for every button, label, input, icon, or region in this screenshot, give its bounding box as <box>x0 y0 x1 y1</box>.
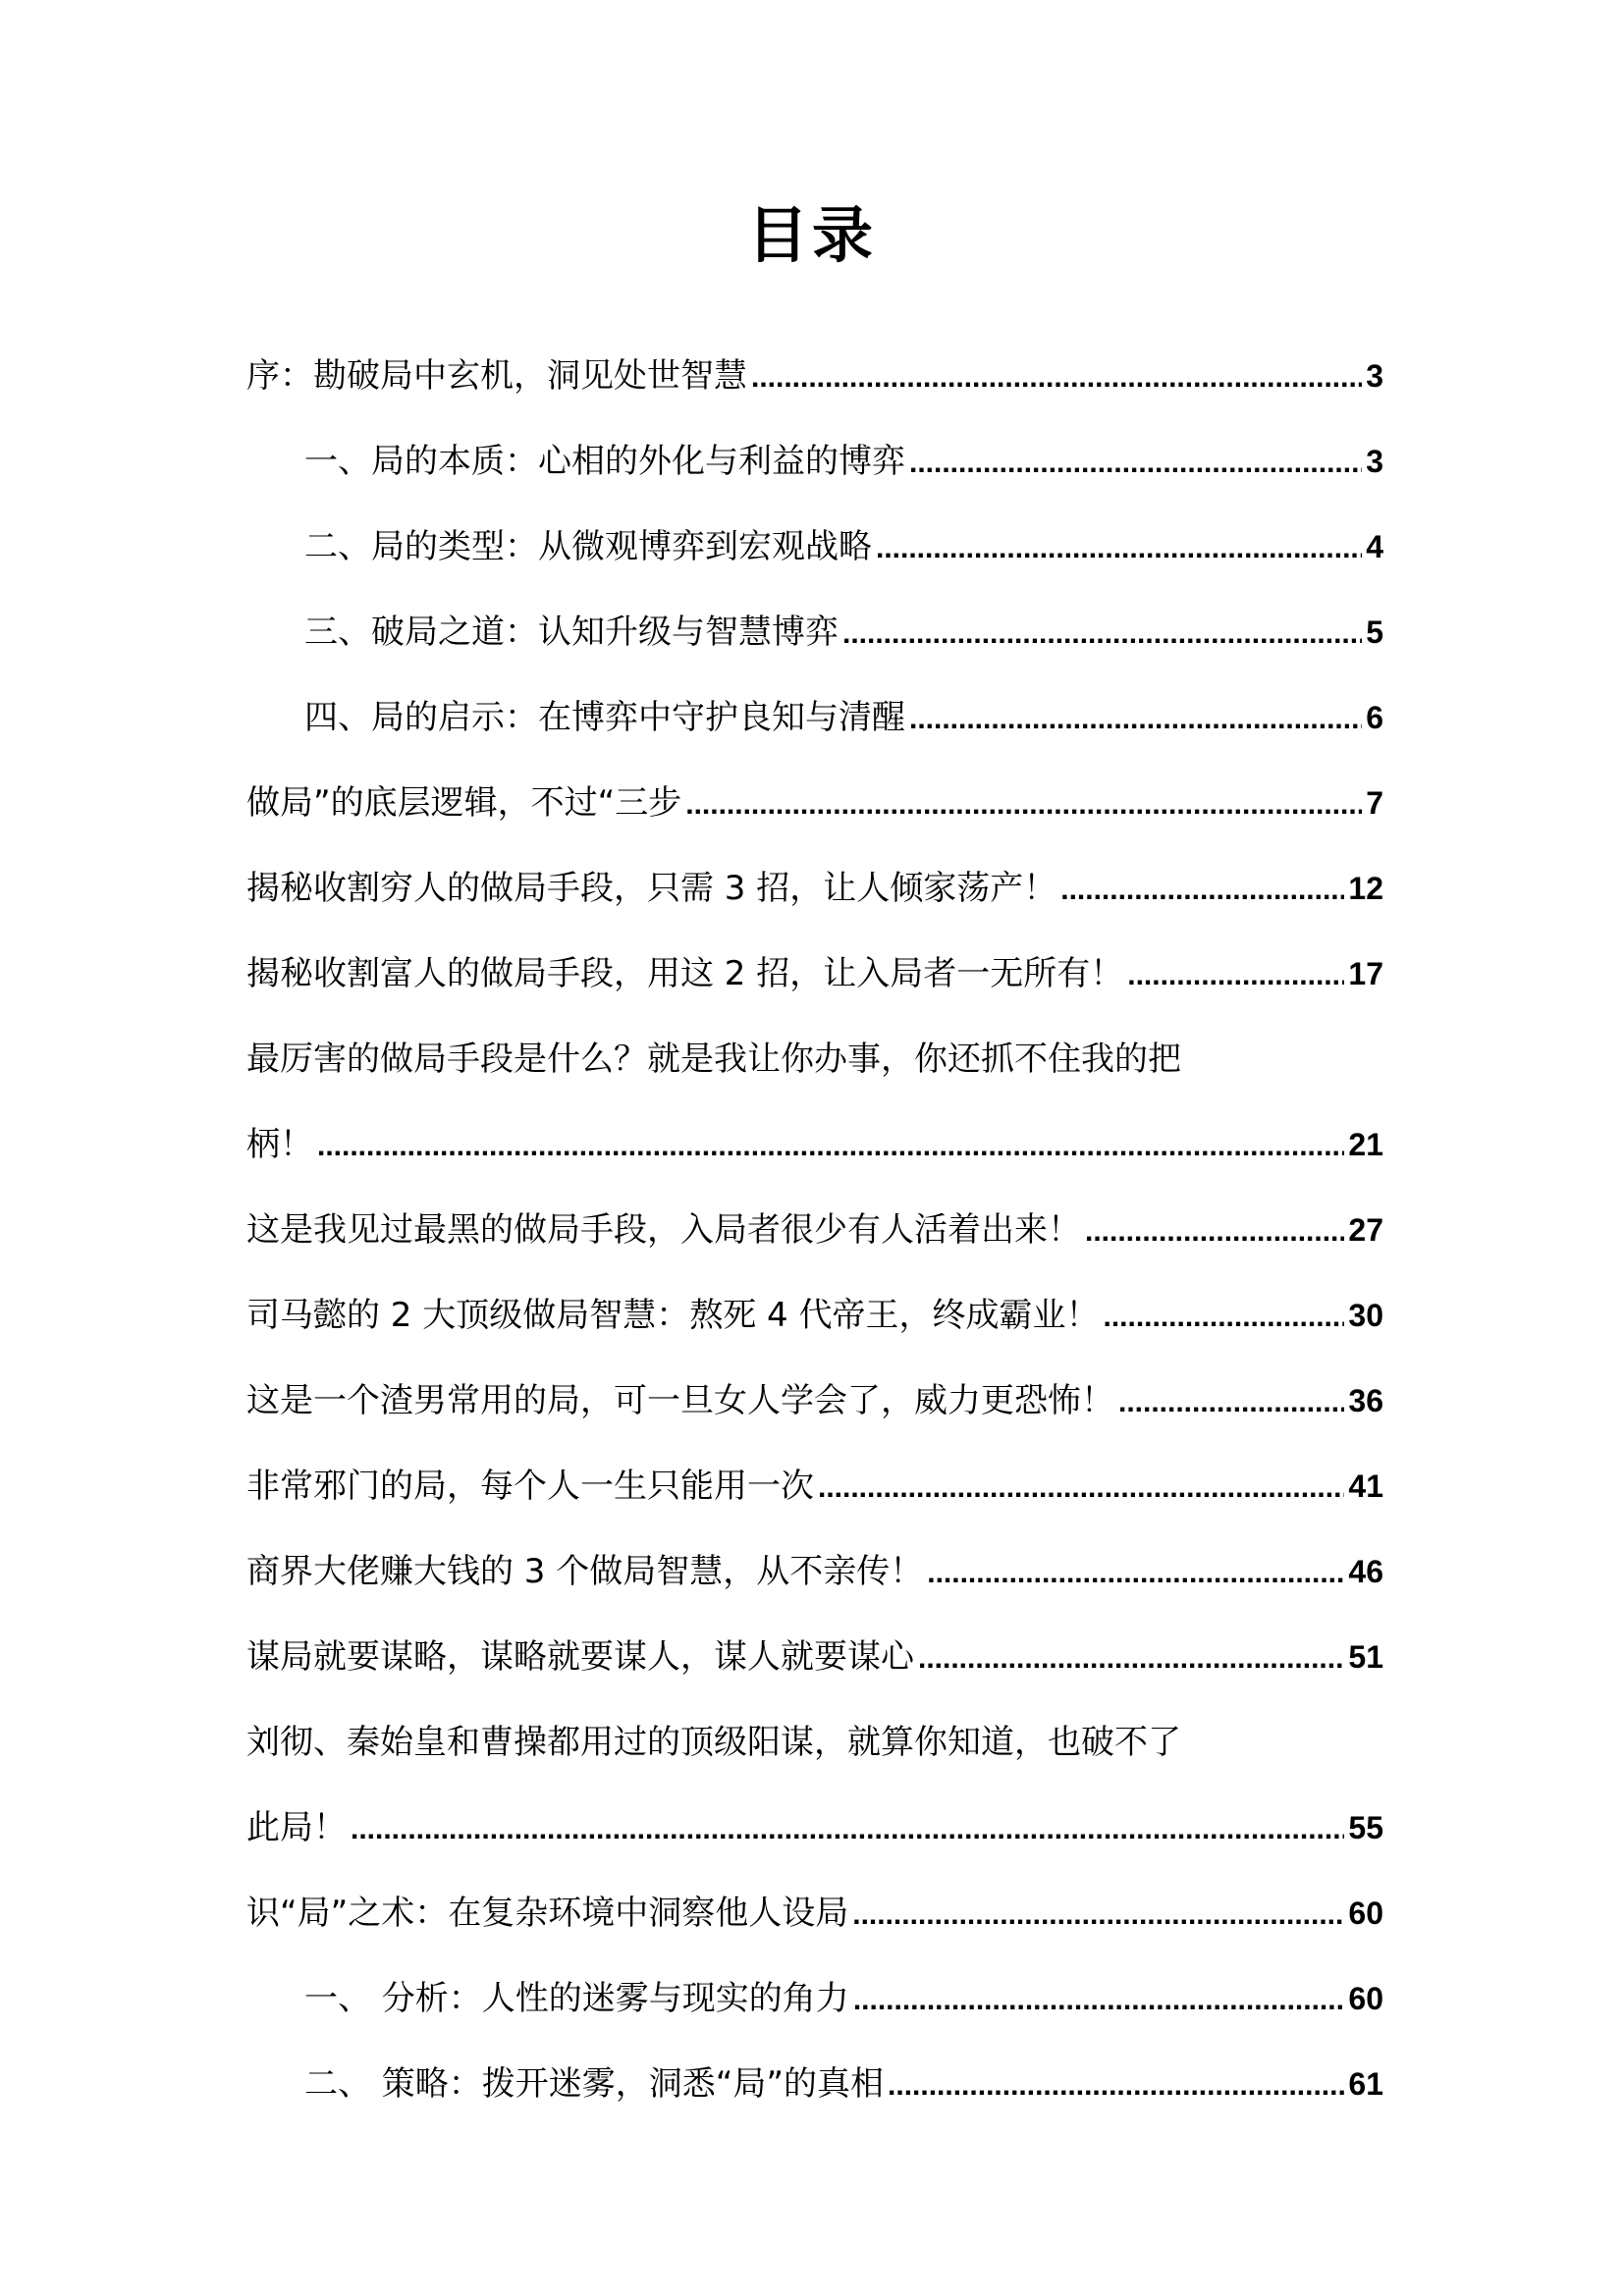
toc-entry[interactable] <box>246 1529 1383 1615</box>
toc-entry[interactable] <box>246 1956 1383 2042</box>
toc-leader-dots <box>888 2043 1344 2128</box>
toc-entry-title: 二、 策略：拨开迷雾，洞悉“局”的真相 <box>304 2064 885 2104</box>
toc-entry-title: 四、局的启示：在博弈中守护良知与清醒 <box>304 698 905 737</box>
toc-entry-title: 序：勘破局中玄机，洞见处世智慧 <box>246 356 747 396</box>
toc-entry-title: 商界大佬赚大钱的 3 个做局智慧，从不亲传！ <box>246 1552 924 1591</box>
toc-entry-title: 识“局”之术：在复杂环境中洞察他人设局 <box>246 1894 849 1933</box>
toc-leader-dots <box>842 591 1362 676</box>
toc-entry-wrapped-line[interactable] <box>246 1700 1383 1786</box>
toc-leader-dots <box>351 1787 1344 1872</box>
toc-entry[interactable] <box>246 419 1383 505</box>
toc-entry[interactable] <box>246 2042 1383 2127</box>
toc-entry-page: 27 <box>1348 1212 1383 1248</box>
toc-entry-title: 二、局的类型：从微观博弈到宏观战略 <box>304 527 872 566</box>
toc-entry-page: 30 <box>1348 1298 1383 1333</box>
toc-entry[interactable] <box>246 590 1383 675</box>
toc-entry[interactable] <box>246 675 1383 761</box>
toc-entry-title: 一、局的本质：心相的外化与利益的博弈 <box>304 442 905 481</box>
toc-leader-dots <box>818 1445 1344 1530</box>
toc-entry-title: 揭秘收割富人的做局手段，用这 2 招，让入局者一无所有！ <box>246 954 1124 993</box>
toc-entry-title: 揭秘收割穷人的做局手段，只需 3 招，让人倾家荡产！ <box>246 869 1057 908</box>
toc-leader-dots <box>909 676 1362 762</box>
toc-entry[interactable] <box>246 1615 1383 1700</box>
toc-entry[interactable] <box>246 1102 1383 1188</box>
toc-entry-title: 司马懿的 2 大顶级做局智慧：熬死 4 代帝王，终成霸业！ <box>246 1296 1100 1335</box>
toc-leader-dots <box>317 1103 1344 1189</box>
toc-leader-dots <box>853 1957 1345 2043</box>
toc-entry-title: 最厉害的做局手段是什么？就是我让你办事，你还抓不住我的把 <box>246 1040 1181 1079</box>
toc-entry[interactable] <box>246 1444 1383 1529</box>
toc-entry-title: 非常邪门的局，每个人一生只能用一次 <box>246 1467 814 1506</box>
toc-entry-wrapped-line[interactable] <box>246 1017 1383 1102</box>
toc-entry-title: 谋局就要谋略，谋略就要谋人，谋人就要谋心 <box>246 1637 914 1677</box>
toc-leader-dots <box>918 1616 1344 1701</box>
toc-entry-title: 柄！ <box>246 1125 313 1164</box>
toc-leader-dots <box>1127 933 1344 1018</box>
toc-entry-page: 7 <box>1366 785 1383 821</box>
toc-entry-page: 3 <box>1366 358 1383 394</box>
toc-entry-title: 一、 分析：人性的迷雾与现实的角力 <box>304 1979 849 2018</box>
toc-leader-dots <box>1085 1189 1344 1274</box>
toc-entry-title: 做局”的底层逻辑，不过“三步 <box>246 783 682 823</box>
toc-entry[interactable] <box>246 846 1383 932</box>
toc-entry-title: 此局！ <box>246 1808 347 1847</box>
toc-entry-title: 这是一个渣男常用的局，可一旦女人学会了，威力更恐怖！ <box>246 1381 1114 1420</box>
toc-leader-dots <box>927 1530 1344 1616</box>
toc-entry-page: 4 <box>1366 529 1383 564</box>
toc-entry[interactable] <box>246 761 1383 846</box>
toc-entry-title: 刘彻、秦始皇和曹操都用过的顶级阳谋，就算你知道，也破不了 <box>246 1723 1181 1762</box>
toc-entry[interactable] <box>246 1359 1383 1444</box>
toc-leader-dots <box>1060 847 1344 933</box>
toc-leader-dots <box>876 506 1362 591</box>
toc-leader-dots <box>1118 1360 1344 1445</box>
toc-entry[interactable] <box>246 505 1383 590</box>
toc-entry-page: 5 <box>1366 614 1383 650</box>
toc-entry-page: 3 <box>1366 444 1383 479</box>
toc-entry-title: 这是我见过最黑的做局手段，入局者很少有人活着出来！ <box>246 1210 1081 1250</box>
toc-leader-dots <box>909 420 1362 506</box>
toc-entry-page: 41 <box>1348 1468 1383 1504</box>
toc-entry[interactable] <box>246 1188 1383 1273</box>
toc-entry-page: 12 <box>1348 871 1383 906</box>
toc-entry[interactable] <box>246 1871 1383 1956</box>
toc-entry-title: 三、破局之道：认知升级与智慧博弈 <box>304 613 839 652</box>
toc-entry-page: 60 <box>1348 1981 1383 2016</box>
toc-entry-page: 6 <box>1366 700 1383 735</box>
toc-entry[interactable] <box>246 1786 1383 1871</box>
toc-entry-page: 60 <box>1348 1896 1383 1931</box>
toc-entry[interactable] <box>246 334 1383 419</box>
toc-leader-dots <box>751 335 1362 420</box>
toc-leader-dots <box>852 1872 1344 1957</box>
toc-entry-page: 17 <box>1348 956 1383 991</box>
toc-entry-page: 36 <box>1348 1383 1383 1418</box>
toc-entry[interactable] <box>246 932 1383 1017</box>
toc-entry-page: 51 <box>1348 1639 1383 1675</box>
toc-entry-page: 61 <box>1348 2066 1383 2102</box>
table-of-contents <box>246 334 1383 2127</box>
toc-entry-page: 55 <box>1348 1810 1383 1845</box>
toc-leader-dots <box>685 762 1362 847</box>
toc-entry-page: 46 <box>1348 1554 1383 1589</box>
toc-entry-page: 21 <box>1348 1127 1383 1162</box>
toc-leader-dots <box>1104 1274 1345 1360</box>
page-title: 目录 <box>746 199 877 271</box>
toc-entry[interactable] <box>246 1273 1383 1359</box>
